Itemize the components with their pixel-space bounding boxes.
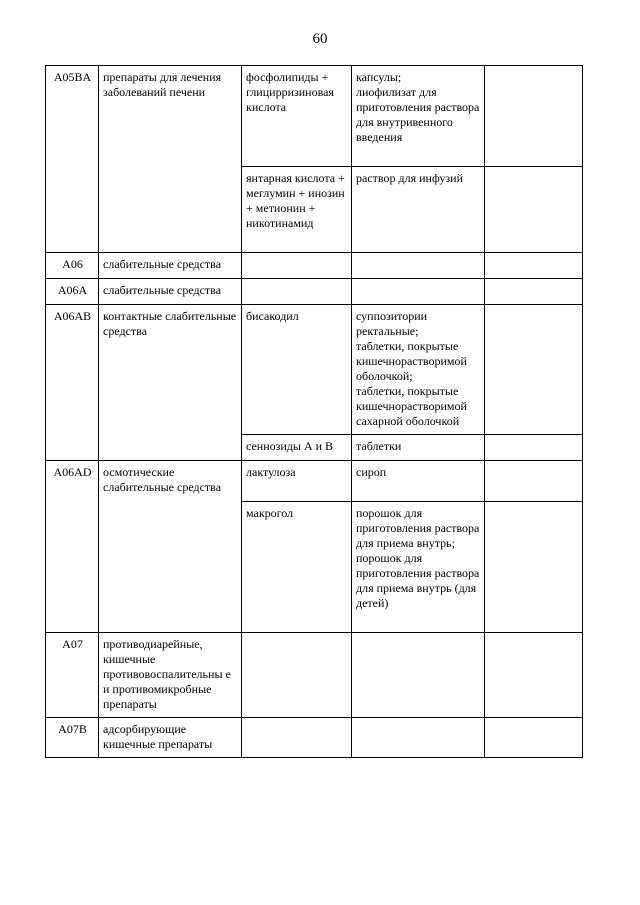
dosage-form-cell: суппозитории ректальные; таблетки, покрытые кишечнорастворимой оболочкой; таблетки, покрытые кишечнорастворимой сахарной оболочкой: [352, 305, 485, 435]
note-cell: [485, 435, 583, 461]
pharm-group-cell: противодиарейные, кишечные противовоспалительны е и противомикробные препараты: [99, 633, 242, 718]
atc-code-cell: A05BA: [46, 66, 99, 253]
page-number: 60: [312, 31, 328, 47]
note-cell: [485, 461, 583, 502]
substance-cell: [242, 718, 352, 758]
note-cell: [485, 66, 583, 167]
dosage-form-cell: порошок для приготовления раствора для приема внутрь; порошок для приготовления раствора для приема внутрь (для детей): [352, 502, 485, 633]
dosage-form-cell: капсулы; лиофилизат для приготовления раствора для внутривенного введения: [352, 66, 485, 167]
atc-code-cell: A06AB: [46, 305, 99, 461]
dosage-form-cell: [352, 718, 485, 758]
substance-cell: [242, 279, 352, 305]
pharm-group-cell: слабительные средства: [99, 253, 242, 279]
note-cell: [485, 502, 583, 633]
atc-code-cell: A06A: [46, 279, 99, 305]
pharm-group-cell: слабительные средства: [99, 279, 242, 305]
table-row: [46, 461, 583, 502]
dosage-form-cell: таблетки: [352, 435, 485, 461]
pharm-group-cell: препараты для лечения заболеваний печени: [99, 66, 242, 253]
substance-cell: [242, 253, 352, 279]
dosage-form-cell: [352, 279, 485, 305]
note-cell: [485, 305, 583, 435]
substance-cell: лактулоза: [242, 461, 352, 502]
pharm-group-cell: адсорбирующие кишечные препараты: [99, 718, 242, 758]
substance-cell: макрогол: [242, 502, 352, 633]
dosage-form-cell: сироп: [352, 461, 485, 502]
note-cell: [485, 279, 583, 305]
table-row: [46, 305, 583, 435]
substance-cell: бисакодил: [242, 305, 352, 435]
note-cell: [485, 633, 583, 718]
table-row: [46, 66, 583, 167]
pharm-group-cell: осмотические слабительные средства: [99, 461, 242, 633]
substance-cell: янтарная кислота + меглумин + инозин + метионин + никотинамид: [242, 167, 352, 253]
table-row: [46, 279, 583, 305]
drug-table: [45, 65, 583, 758]
dosage-form-cell: [352, 633, 485, 718]
atc-code-cell: A07: [46, 633, 99, 718]
atc-code-cell: A07B: [46, 718, 99, 758]
table-row: [46, 253, 583, 279]
table-row: [46, 633, 583, 718]
atc-code-cell: A06AD: [46, 461, 99, 633]
atc-code-cell: A06: [46, 253, 99, 279]
pharm-group-cell: контактные слабительные средства: [99, 305, 242, 461]
table-row: [46, 718, 583, 758]
substance-cell: фосфолипиды + глицирризиновая кислота: [242, 66, 352, 167]
note-cell: [485, 167, 583, 253]
note-cell: [485, 253, 583, 279]
dosage-form-cell: раствор для инфузий: [352, 167, 485, 253]
substance-cell: [242, 633, 352, 718]
note-cell: [485, 718, 583, 758]
substance-cell: сеннозиды А и В: [242, 435, 352, 461]
dosage-form-cell: [352, 253, 485, 279]
